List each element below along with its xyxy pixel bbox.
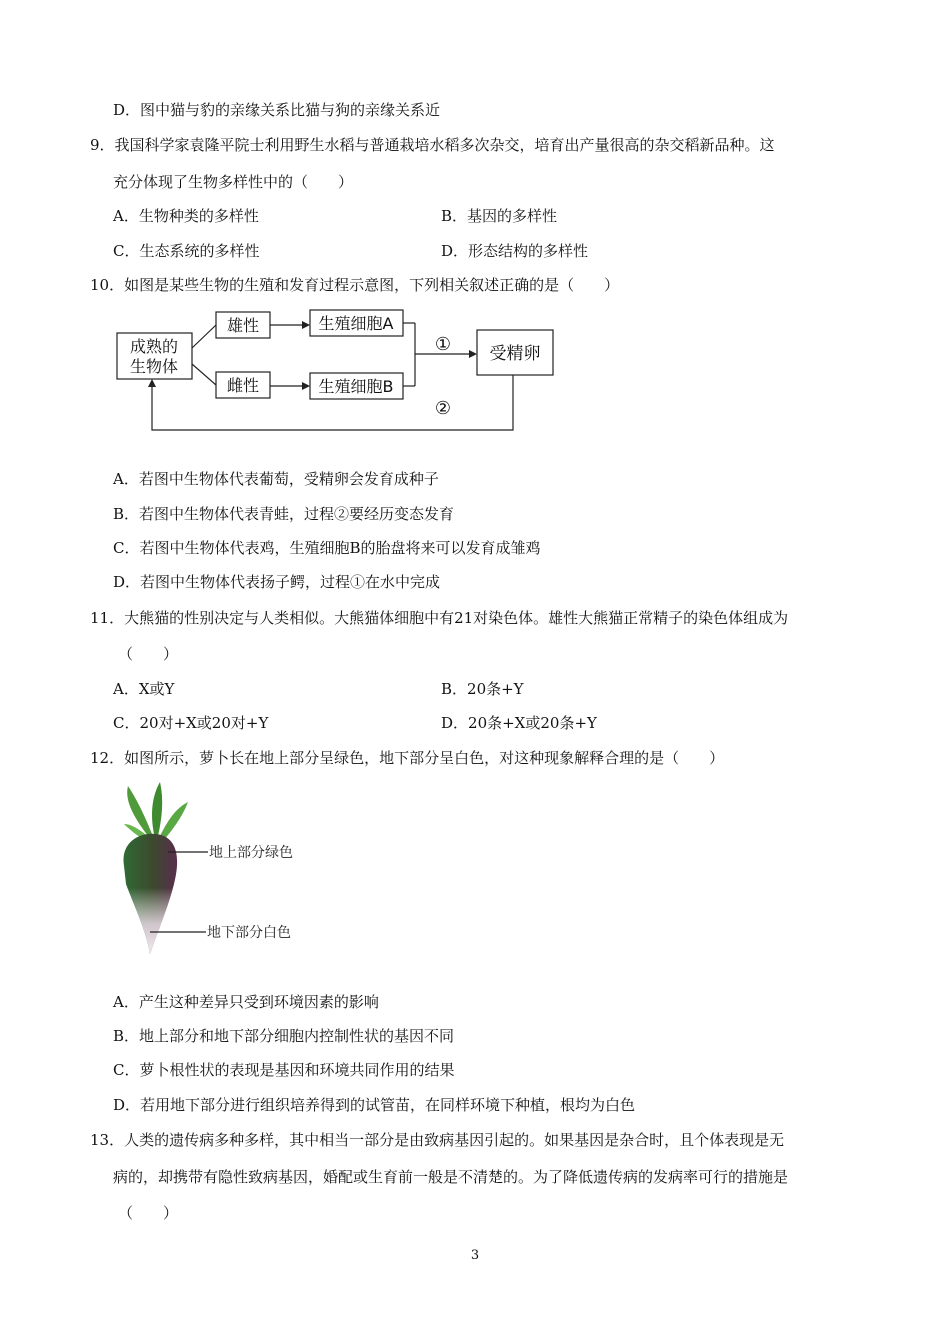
step-2-marker: ② xyxy=(434,398,452,419)
q9-option-a: A．生物种类的多样性 xyxy=(113,207,259,225)
q9-stem-line2: 充分体现了生物多样性中的（ ） xyxy=(113,173,354,191)
q10-option-d: D．若图中生物体代表扬子鳄，过程①在水中完成 xyxy=(113,573,441,591)
q11-option-c: C．20对+X或20对+Y xyxy=(113,714,269,732)
q10-option-a: A．若图中生物体代表葡萄，受精卵会发育成种子 xyxy=(113,470,439,488)
cell-a-label: 生殖细胞A xyxy=(318,314,394,333)
label-below-ground: 地下部分白色 xyxy=(207,925,291,941)
q12-option-c: C．萝卜根性状的表现是基因和环境共同作用的结果 xyxy=(113,1061,455,1079)
q11-option-d: D．20条+X或20条+Y xyxy=(441,714,597,732)
q9-stem-line1: 9．我国科学家袁隆平院士利用野生水稻与普通栽培水稻多次杂交，培育出产量很高的杂交稻新品种。这 xyxy=(90,136,775,154)
page-number: 3 xyxy=(470,1248,480,1263)
organism-label-line1: 成熟的 xyxy=(129,337,179,356)
q10-option-c: C．若图中生物体代表鸡，生殖细胞B的胎盘将来可以发育成雏鸡 xyxy=(113,539,541,557)
q13-stem-line3: （ ） xyxy=(118,1204,179,1222)
q13-stem-line2: 病的，却携带有隐性致病基因，婚配或生育前一般是不清楚的。为了降低遗传病的发病率可行的措施是 xyxy=(113,1168,789,1186)
radish-leaves xyxy=(124,782,188,842)
cell-b-label: 生殖细胞B xyxy=(318,377,394,396)
q10-stem: 10．如图是某些生物的生殖和发育过程示意图，下列相关叙述正确的是（ ） xyxy=(90,276,620,294)
male-label: 雄性 xyxy=(226,316,260,335)
q9-option-b: B．基因的多样性 xyxy=(441,207,558,225)
q11-stem-line2: （ ） xyxy=(118,645,179,663)
reproduction-flow-diagram xyxy=(110,300,570,440)
q11-option-a: A．X或Y xyxy=(113,680,175,698)
radish-figure xyxy=(110,780,320,960)
q12-option-b: B．地上部分和地下部分细胞内控制性状的基因不同 xyxy=(113,1027,455,1045)
label-above-ground: 地上部分绿色 xyxy=(209,845,293,861)
q13-stem-line1: 13．人类的遗传病多种多样，其中相当一部分是由致病基因引起的。如果基因是杂合时，且个体表现是无 xyxy=(90,1131,785,1149)
organism-label-line2: 生物体 xyxy=(129,357,179,376)
female-label: 雌性 xyxy=(226,376,260,395)
q9-option-d: D．形态结构的多样性 xyxy=(441,242,589,260)
q11-option-b: B．20条+Y xyxy=(441,680,524,698)
step-1-marker: ① xyxy=(434,334,452,355)
q12-option-a: A．产生这种差异只受到环境因素的影响 xyxy=(113,993,379,1011)
q12-stem: 12．如图所示，萝卜长在地上部分呈绿色，地下部分呈白色，对这种现象解释合理的是（ ） xyxy=(90,749,725,767)
q9-option-c: C．生态系统的多样性 xyxy=(113,242,260,260)
q11-stem-line1: 11．大熊猫的性别决定与人类相似。大熊猫体细胞中有21对染色体。雄性大熊猫正常精子的染色体组成为 xyxy=(90,609,789,627)
zygote-label: 受精卵 xyxy=(489,344,541,364)
q8-option-d: D．图中猫与豹的亲缘关系比猫与狗的亲缘关系近 xyxy=(113,101,441,119)
q12-option-d: D．若用地下部分进行组织培养得到的试管苗，在同样环境下种植，根均为白色 xyxy=(113,1096,636,1114)
q10-option-b: B．若图中生物体代表青蛙，过程②要经历变态发育 xyxy=(113,505,455,523)
